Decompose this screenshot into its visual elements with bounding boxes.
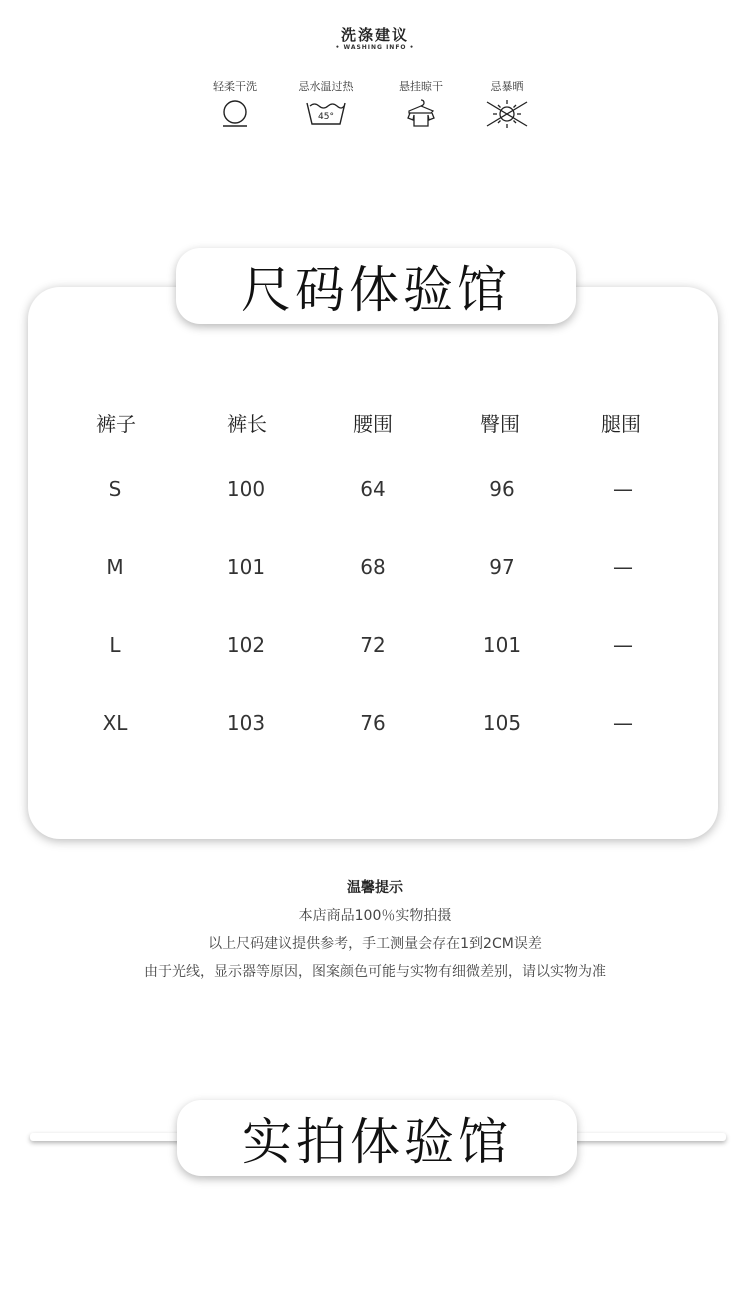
tips-title: 温馨提示 [347,880,403,896]
size-cell: L [109,633,121,657]
size-cell: 64 [360,477,386,501]
size-cell: 102 [226,633,266,657]
wash-label: 忌暴晒 [490,80,524,93]
size-cell: — [613,555,633,579]
wash-item-water-temp [281,78,371,128]
divider-line-right [562,1133,726,1141]
size-cell: S [108,477,122,501]
size-cell: — [613,711,633,735]
divider-line-left [30,1133,190,1141]
wash-item-dry-clean [190,78,280,128]
size-cell: 68 [360,555,386,579]
size-cell: 97 [489,555,515,579]
dry-clean-icon [219,98,251,128]
size-header-waist: 腰围 [353,412,393,436]
tips-line: 以上尺码建议提供参考，手工测量会存在1到2CM误差 [208,936,542,952]
size-cell: M [106,555,124,579]
size-cell: 103 [226,711,266,735]
wash-45-icon [305,98,347,128]
size-cell: 105 [482,711,522,735]
size-cell: 96 [489,477,515,501]
washing-title: 洗涤建议 [340,26,409,44]
size-cell: 72 [360,633,386,657]
wash-temp-label: 45° [318,112,334,122]
hang-dry-icon [405,98,437,128]
size-section-title: 尺码体验馆 [176,248,576,324]
photo-section-title: 实拍体验馆 [177,1100,577,1176]
tips-line: 由于光线，显示器等原因，图案颜色可能与实物有细微差别，请以实物为准 [144,964,606,980]
no-sun-icon [483,98,531,130]
size-cell: 101 [482,633,522,657]
wash-label: 忌水温过热 [298,80,354,93]
size-cell: — [613,633,633,657]
wash-item-hang-dry [376,78,466,128]
size-header-hip: 臀围 [480,412,520,436]
size-cell: 76 [360,711,386,735]
wash-item-no-sun [462,78,552,130]
size-cell: XL [102,711,128,735]
size-cell: 100 [226,477,266,501]
wash-label: 轻柔干洗 [213,80,257,93]
size-header-thigh: 腿围 [601,412,641,436]
size-cell: 101 [226,555,266,579]
size-header-pants: 裤子 [96,412,136,436]
wash-label: 悬挂晾干 [399,80,443,93]
size-cell: — [613,477,633,501]
size-header-length: 裤长 [227,412,267,436]
washing-subtitle: • WASHING INFO • [335,44,415,51]
tips-line: 本店商品100％实物拍摄 [298,908,452,924]
